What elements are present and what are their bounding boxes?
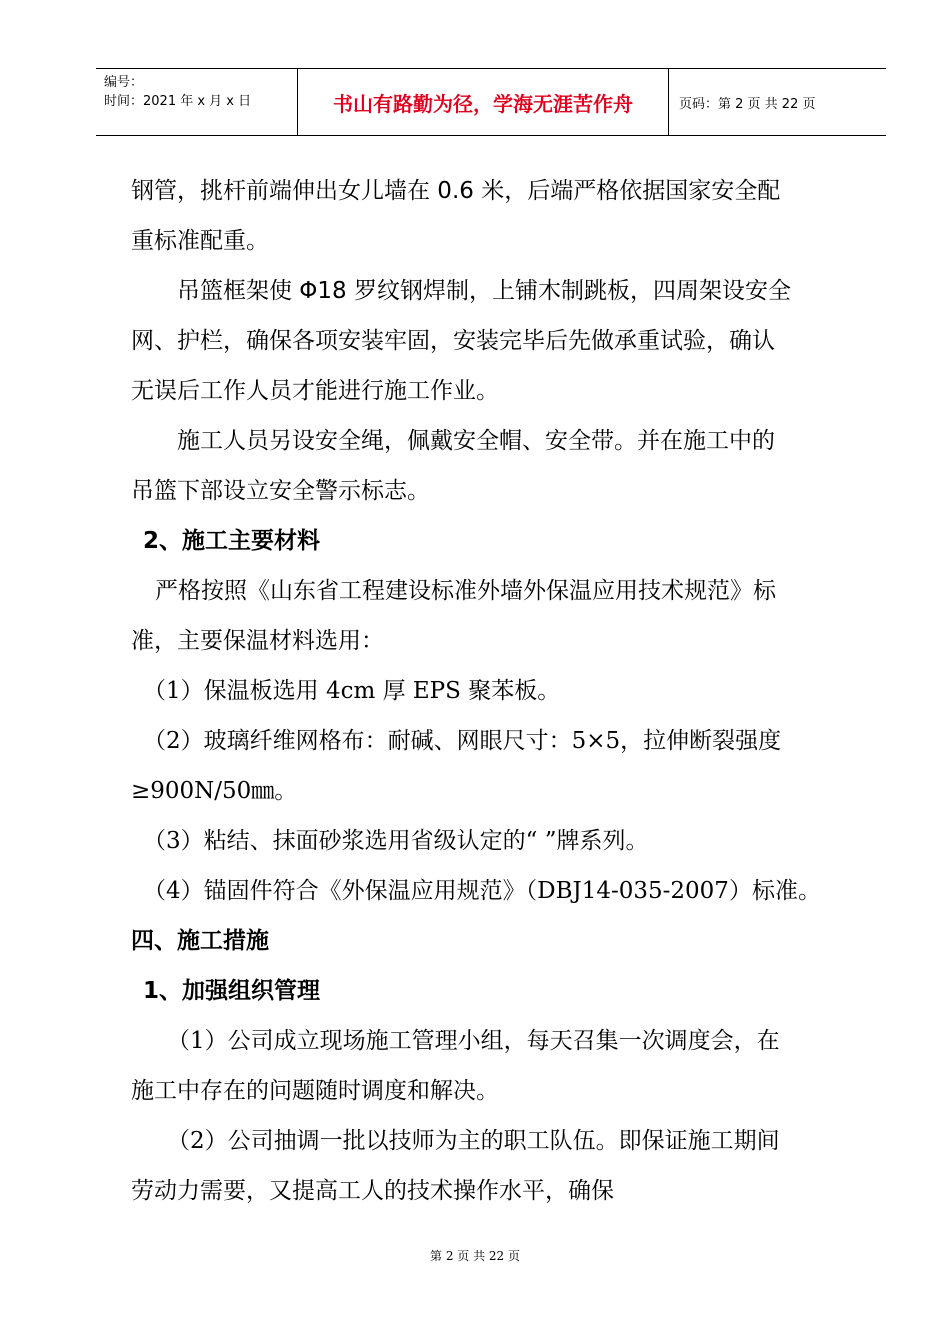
list-item: （2）玻璃纤维网格布：耐碱、网眼尺寸：5×5，拉伸断裂强度 <box>143 728 782 754</box>
header-motto: 书山有路勤为径，学海无涯苦作舟 <box>297 69 669 135</box>
body-line: 吊篮框架使 Φ18 罗纹钢焊制，上铺木制跳板，四周架设安全 <box>177 278 791 304</box>
list-item: （1）公司成立现场施工管理小组，每天召集一次调度会，在 <box>167 1028 780 1054</box>
body-line: 准，主要保温材料选用： <box>131 628 384 654</box>
header-number-label: 编号： <box>104 75 144 90</box>
body-line: 无误后工作人员才能进行施工作业。 <box>131 378 499 404</box>
page-footer: 第 2 页 共 22 页 <box>430 1249 520 1263</box>
document-body <box>131 166 851 1216</box>
list-item: （3）粘结、抹面砂浆选用省级认定的“ ”牌系列。 <box>143 828 649 854</box>
section-heading: 2、施工主要材料 <box>143 528 321 554</box>
list-item: （4）锚固件符合《外保温应用规范》（DBJ14-035-2007）标准。 <box>143 878 821 904</box>
body-line: 施工人员另设安全绳，佩戴安全帽、安全带。并在施工中的 <box>177 428 775 454</box>
body-line: 严格按照《山东省工程建设标准外墙外保温应用技术规范》标 <box>155 578 776 604</box>
body-line: 劳动力需要，又提高工人的技术操作水平，确保 <box>131 1178 614 1204</box>
body-line: 钢管，挑杆前端伸出女儿墙在 0.6 米，后端严格依据国家安全配 <box>131 178 781 204</box>
header-time-label: 时间：2021 年 x 月 x 日 <box>104 94 252 109</box>
header-page-label: 页码：第 2 页 共 22 页 <box>679 96 816 112</box>
section-heading: 1、加强组织管理 <box>143 978 321 1004</box>
list-item: （1）保温板选用 4cm 厚 EPS 聚苯板。 <box>143 678 561 704</box>
header-meta <box>96 69 297 135</box>
list-item: （2）公司抽调一批以技师为主的职工队伍。即保证施工期间 <box>167 1128 780 1154</box>
body-line: 重标准配重。 <box>131 228 269 254</box>
page-header <box>96 68 886 136</box>
body-line: ≥900N/50㎜。 <box>131 778 298 804</box>
body-line: 施工中存在的问题随时调度和解决。 <box>131 1078 499 1104</box>
body-line: 吊篮下部设立安全警示标志。 <box>131 478 430 504</box>
body-line: 网、护栏，确保各项安装牢固，安装完毕后先做承重试验，确认 <box>131 328 775 354</box>
section-heading: 四、施工措施 <box>131 928 269 954</box>
